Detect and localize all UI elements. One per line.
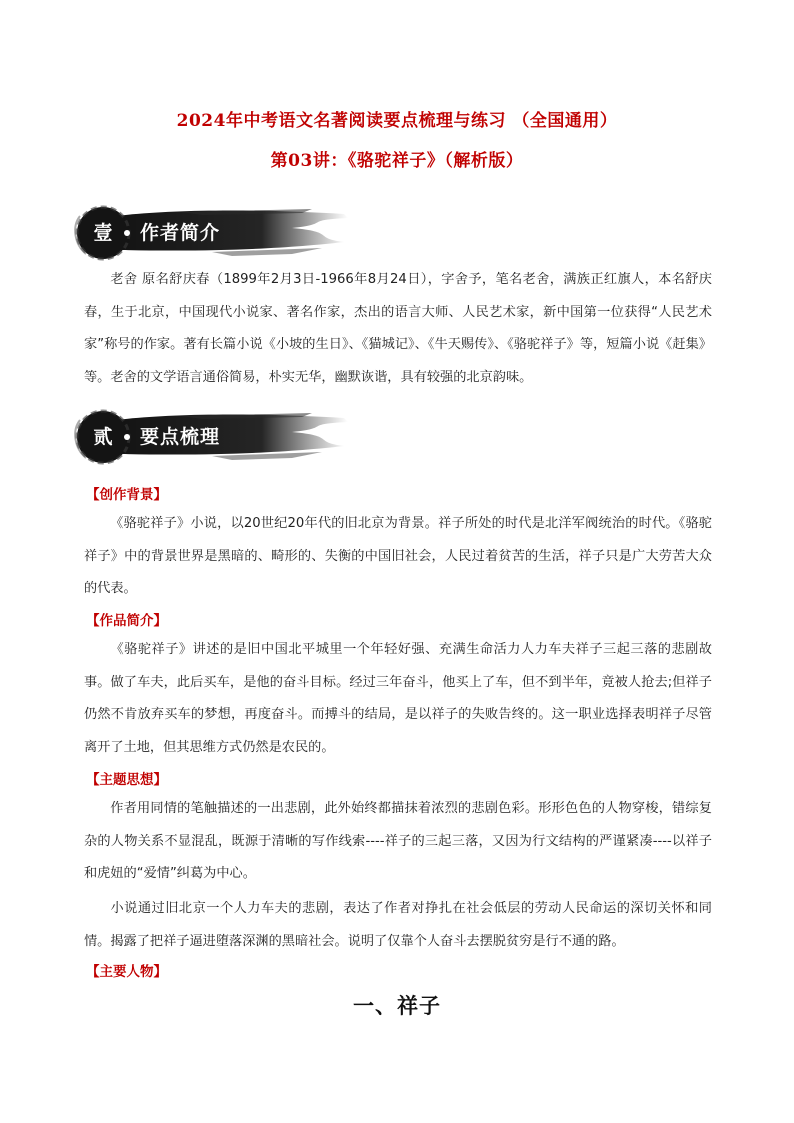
section-title: 要点梳理 xyxy=(140,426,221,448)
character-heading: 一、祥子 xyxy=(353,994,441,1018)
background-paragraph-text: 《骆驼祥子》小说，以20世纪20年代的旧北京为背景。祥子所处的时代是北洋军阀统治的时代。《骆驼祥子》中的背景世界是黑暗的、畸形的、失衡的中国旧社会，人民过着贫苦的生活，祥子只是广大劳苦大众的代表。 xyxy=(84,516,712,596)
document-title: 2024年中考语文名著阅读要点梳理与练习 （全国通用） xyxy=(176,111,618,131)
intro-tag: 【作品简介】 xyxy=(86,613,167,629)
section-banner-key-points xyxy=(62,408,352,466)
theme-tag: 【主题思想】 xyxy=(86,772,167,788)
theme-paragraph-1-text: 作者用同情的笔触描述的一出悲剧，此外始终都描抹着浓烈的悲剧色彩。形形色色的人物穿梭，错综复杂的人物关系不显混乱，既源于清晰的写作线索----祥子的三起三落，又因为行文结构的严谨紧凑----以祥子和虎妞的“爱情”纠葛为中心。 xyxy=(84,801,712,881)
section-number: 壹 xyxy=(93,222,113,244)
author-paragraph-text: 老舍 原名舒庆春（1899年2月3日-1966年8月24日），字舍予，笔名老舍，满族正红旗人，本名舒庆春，生于北京，中国现代小说家、著名作家，杰出的语言大师、人民艺术家，新中国第一位获得“人民艺术家”称号的作家。著有长篇小说《小坡的生日》、《猫城记》、《牛天赐传》、《骆驼祥子》等，短篇小说《赶集》等。老舍的文学语言通俗简易，朴实无华，幽默诙谐，具有较强的北京韵味。 xyxy=(84,272,712,385)
bullet-dot-icon xyxy=(124,434,130,440)
section-number: 贰 xyxy=(93,426,113,448)
characters-tag: 【主要人物】 xyxy=(86,964,167,980)
theme-paragraph-1 xyxy=(84,793,712,891)
intro-paragraph-text: 《骆驼祥子》讲述的是旧中国北平城里一个年轻好强、充满生命活力人力车夫祥子三起三落的悲剧故事。做了车夫，此后买车，是他的奋斗目标。经过三年奋斗，他买上了车，但不到半年，竟被人抢去;但祥子仍然不肯放弃买车的梦想，再度奋斗。而搏斗的结局，是以祥子的失败告终的。这一职业选择表明祥子尽管离开了土地，但其思维方式仍然是农民的。 xyxy=(84,642,712,755)
document-subtitle: 第03讲：《骆驼祥子》（解析版） xyxy=(270,151,524,171)
background-paragraph xyxy=(84,508,712,606)
section-banner-author xyxy=(62,204,352,262)
background-tag: 【创作背景】 xyxy=(86,487,167,503)
author-paragraph xyxy=(84,264,712,394)
bullet-dot-icon xyxy=(124,230,130,236)
intro-paragraph xyxy=(84,634,712,764)
theme-paragraph-2 xyxy=(84,893,712,958)
theme-paragraph-2-text: 小说通过旧北京一个人力车夫的悲剧，表达了作者对挣扎在社会低层的劳动人民命运的深切关怀和同情。揭露了把祥子逼进堕落深渊的黑暗社会。说明了仅靠个人奋斗去摆脱贫穷是行不通的路。 xyxy=(84,901,712,949)
section-title: 作者简介 xyxy=(140,222,221,244)
